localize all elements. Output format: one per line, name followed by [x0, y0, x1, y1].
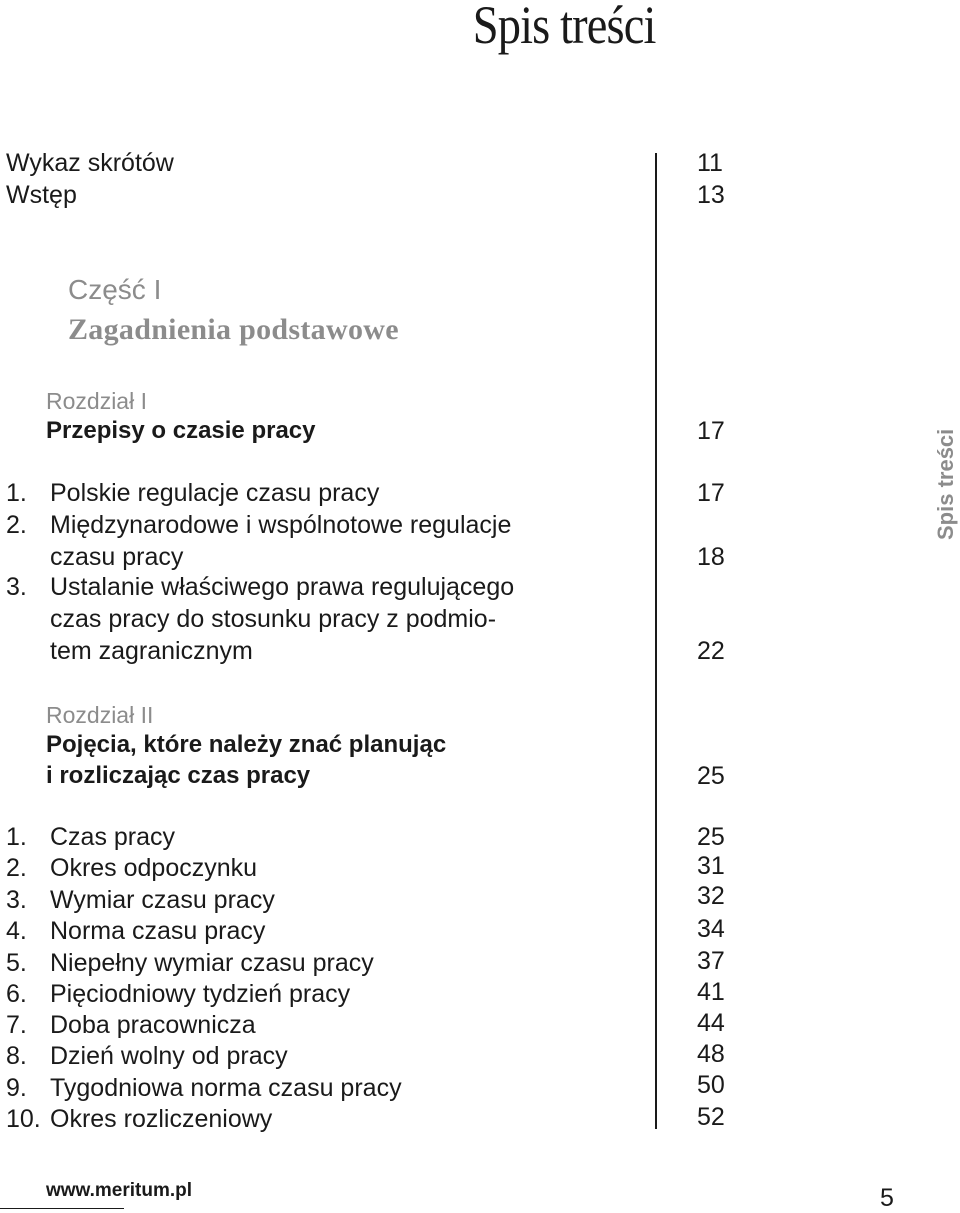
toc-entry-number: 2.	[6, 854, 27, 882]
toc-page-number: 25	[697, 823, 725, 851]
toc-page-number: 44	[697, 1009, 725, 1037]
toc-entry-number: 10.	[6, 1105, 41, 1133]
toc-page-number: 32	[697, 882, 725, 910]
toc-entry-label: Niepełny wymiar czasu pracy	[50, 949, 374, 977]
toc-entry[interactable]	[6, 1040, 288, 1072]
toc-entry-label: Norma czasu pracy	[50, 917, 266, 945]
toc-entry-number: 6.	[6, 980, 27, 1008]
toc-page-number: 34	[697, 915, 725, 943]
toc-entry[interactable]	[6, 509, 512, 541]
toc-page-number: 13	[697, 181, 725, 209]
toc-page-number: 22	[697, 637, 725, 665]
toc-page-number: 18	[697, 543, 725, 571]
toc-page-number: 50	[697, 1071, 725, 1099]
toc-entry-introduction[interactable]: Wstęp	[6, 181, 77, 209]
toc-entry-number: 3.	[6, 573, 27, 601]
toc-entry[interactable]	[6, 1103, 273, 1135]
toc-page-number: 52	[697, 1103, 725, 1131]
part-label: Część I	[68, 274, 162, 305]
toc-entry-label: Tygodniowa norma czasu pracy	[50, 1074, 402, 1102]
toc-entry-number: 5.	[6, 949, 27, 977]
chapter-label: Rozdział I	[46, 388, 147, 414]
page-number-divider	[655, 153, 657, 1129]
toc-entry-label: Czas pracy	[50, 823, 176, 851]
page-title: Spis treści	[472, 0, 655, 55]
toc-entry-number: 4.	[6, 917, 27, 945]
toc-entry[interactable]	[6, 477, 380, 509]
toc-page-number: 11	[697, 149, 723, 177]
footer-rule	[0, 1208, 124, 1209]
toc-entry-label: Okres odpoczynku	[50, 854, 258, 882]
toc-entry-label-continued: czasu pracy	[50, 543, 184, 571]
chapter-title[interactable]: Przepisy o czasie pracy	[46, 417, 316, 444]
toc-page-number: 17	[697, 479, 725, 507]
toc-page-number: 37	[697, 947, 725, 975]
toc-entry[interactable]	[6, 571, 515, 603]
toc-entry[interactable]	[6, 1072, 402, 1104]
toc-entry-label-continued: tem zagranicznym	[50, 637, 253, 665]
toc-entry[interactable]	[6, 947, 374, 979]
footer-url[interactable]: www.meritum.pl	[46, 1180, 193, 1201]
toc-entry[interactable]	[6, 852, 258, 884]
toc-entry-number: 2.	[6, 511, 27, 539]
side-section-label: Spis treści	[933, 428, 958, 540]
toc-page-number: 41	[697, 978, 725, 1006]
toc-entry[interactable]	[6, 884, 275, 916]
toc-entry-label: Pięciodniowy tydzień pracy	[50, 980, 351, 1008]
toc-entry[interactable]	[6, 821, 176, 853]
toc-entry-label: Okres rozliczeniowy	[50, 1105, 273, 1133]
chapter-title-continued: i rozliczając czas pracy	[46, 762, 311, 789]
toc-entry[interactable]	[6, 1009, 256, 1041]
toc-entry-number: 9.	[6, 1074, 27, 1102]
toc-entry[interactable]	[6, 978, 351, 1010]
chapter-label: Rozdział II	[46, 702, 154, 728]
toc-entry-label: Dzień wolny od pracy	[50, 1042, 288, 1070]
toc-entry[interactable]	[6, 915, 266, 947]
chapter-title[interactable]: Pojęcia, które należy znać planując	[46, 731, 447, 758]
toc-entry-number: 1.	[6, 823, 27, 851]
toc-page-number: 48	[697, 1040, 725, 1068]
toc-entry-abbreviations[interactable]: Wykaz skrótów	[6, 149, 174, 177]
toc-entry-label-continued: czas pracy do stosunku pracy z podmio-	[50, 605, 497, 633]
toc-entry-label: Doba pracownicza	[50, 1011, 256, 1039]
toc-entry-label: Międzynarodowe i wspólnotowe regulacje	[50, 511, 512, 539]
footer-page-number: 5	[880, 1184, 894, 1212]
toc-entry-label: Polskie regulacje czasu pracy	[50, 479, 380, 507]
toc-entry-number: 7.	[6, 1011, 27, 1039]
part-title: Zagadnienia podstawowe	[68, 313, 399, 346]
toc-page-number: 25	[697, 762, 725, 790]
toc-entry-label: Wymiar czasu pracy	[50, 886, 275, 914]
toc-entry-label: Ustalanie właściwego prawa regulującego	[50, 573, 515, 601]
toc-page-number: 17	[697, 417, 725, 445]
toc-entry-number: 3.	[6, 886, 27, 914]
toc-entry-number: 8.	[6, 1042, 27, 1070]
toc-page-number: 31	[697, 852, 725, 880]
toc-entry-number: 1.	[6, 479, 27, 507]
